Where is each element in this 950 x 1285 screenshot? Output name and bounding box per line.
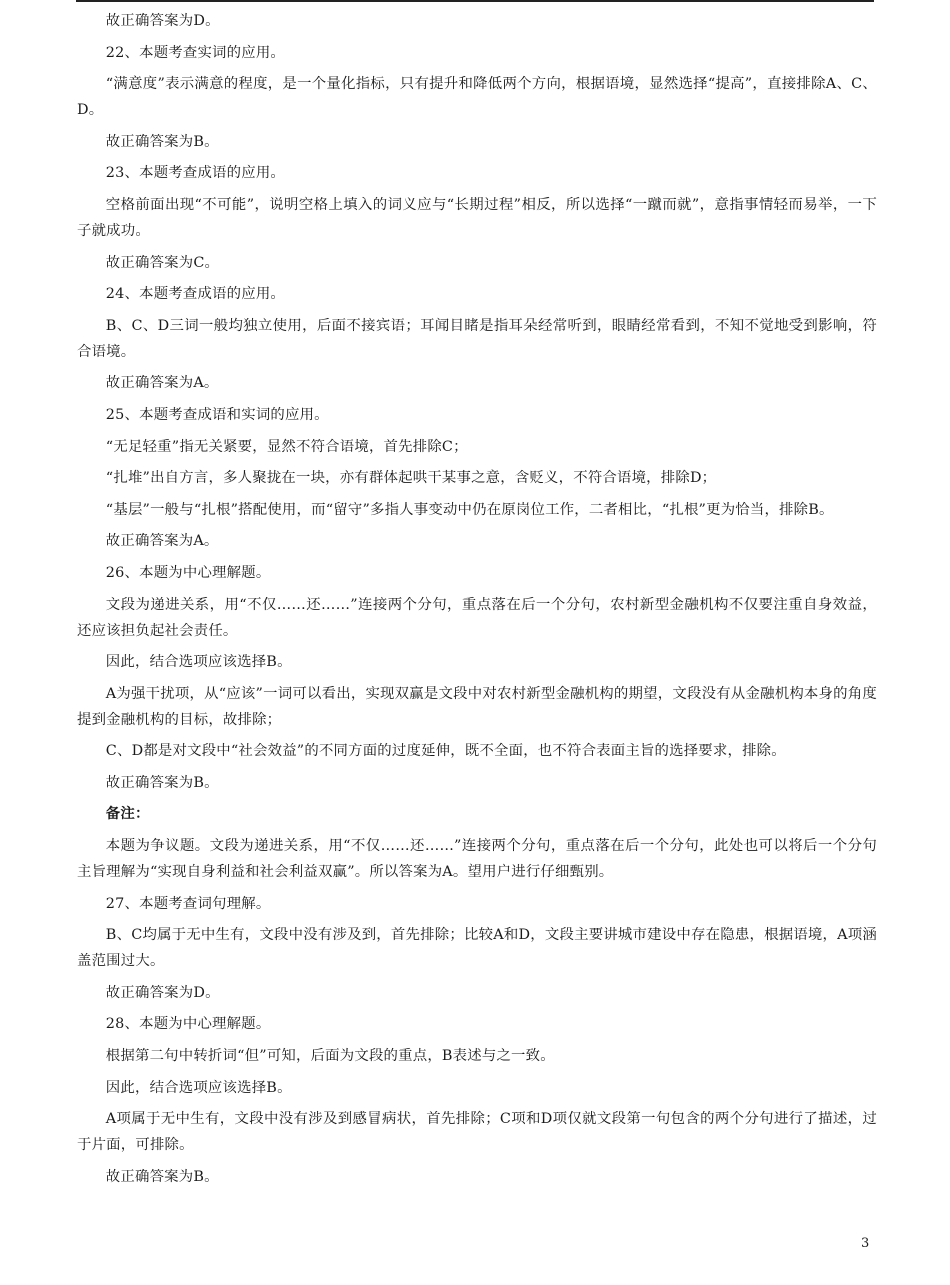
- paragraph: 故正确答案为B。: [105, 1168, 219, 1185]
- paragraph: 本题为争议题。文段为递进关系，用“不仅……还……”连接两个分句，重点落在后一个分句，此处也可以将后一个分句主旨理解为“实现自身利益和社会利益双赢”。所以答案为A。望用户进行仔细甄别。: [77, 838, 877, 881]
- paragraph: 故正确答案为B。: [105, 133, 219, 150]
- paragraph: 26、本题为中心理解题。: [105, 564, 271, 581]
- paragraph: “基层”一般与“扎根”搭配使用，而“留守”多指人事变动中仍在原岗位工作，二者相比，“扎根”更为恰当，排除B。: [105, 501, 834, 518]
- paragraph: C、D都是对文段中“社会效益”的不同方面的过度延伸，既不全面，也不符合表面主旨的选择要求，排除。: [105, 743, 786, 760]
- paragraph: B、C、D三词一般均独立使用，后面不接宾语；耳闻目睹是指耳朵经常听到，眼睛经常看到，不知不觉地受到影响，符合语境。: [77, 317, 877, 360]
- paragraph: A项属于无中生有，文段中没有涉及到感冒病状，首先排除；C项和D项仅就文段第一句包含的两个分句进行了描述，过于片面，可排除。: [77, 1111, 877, 1154]
- paragraph: 故正确答案为A。: [105, 375, 219, 392]
- paragraph: 27、本题考查词句理解。: [105, 895, 271, 912]
- page-number: 3: [861, 1236, 870, 1251]
- paragraph: 因此，结合选项应该选择B。: [105, 654, 292, 671]
- paragraph: A为强干扰项，从“应该”一词可以看出，实现双赢是文段中对农村新型金融机构的期望，文段没有从金融机构本身的角度提到金融机构的目标，故排除；: [77, 685, 877, 728]
- paragraph: 25、本题考查成语和实词的应用。: [105, 406, 329, 423]
- paragraph: “满意度”表示满意的程度，是一个量化指标，只有提升和降低两个方向，根据语境，显然选择“提高”，直接排除A、C、D。: [77, 76, 877, 119]
- paragraph: “无足轻重”指无关紧要，显然不符合语境，首先排除C；: [105, 438, 468, 455]
- paragraph: 故正确答案为D。: [105, 13, 220, 29]
- paragraph: 故正确答案为D。: [105, 984, 220, 1001]
- note-heading: 备注：: [105, 805, 150, 823]
- paragraph: 文段为递进关系，用“不仅……还……”连接两个分句，重点落在后一个分句，农村新型金融机构不仅要注重自身效益，还应该担负起社会责任。: [77, 596, 877, 639]
- paragraph: 28、本题为中心理解题。: [105, 1016, 271, 1033]
- paragraph: “扎堆”出自方言，多人聚拢在一块，亦有群体起哄干某事之意，含贬义，不符合语境，排除D；: [105, 470, 717, 487]
- top-rule: [76, 0, 874, 2]
- paragraph: 故正确答案为B。: [105, 774, 219, 791]
- paragraph: 根据第二句中转折词“但”可知，后面为文段的重点，B表述与之一致。: [105, 1048, 555, 1065]
- paragraph: B、C均属于无中生有，文段中没有涉及到，首先排除；比较A和D，文段主要讲城市建设中存在隐患，根据语境，A项涵盖范围过大。: [77, 927, 877, 970]
- paragraph: 23、本题考查成语的应用。: [105, 165, 286, 182]
- paragraph: 22、本题考查实词的应用。: [105, 44, 286, 61]
- paragraph: 24、本题考查成语的应用。: [105, 286, 286, 303]
- paragraph: 因此，结合选项应该选择B。: [105, 1079, 292, 1096]
- document-body: [77, 8, 877, 1195]
- paragraph: 故正确答案为A。: [105, 533, 219, 550]
- paragraph: 故正确答案为C。: [105, 254, 220, 271]
- paragraph: 空格前面出现“不可能”，说明空格上填入的词义应与“长期过程”相反，所以选择“一蹴而就”，意指事情轻而易举，一下子就成功。: [77, 196, 877, 239]
